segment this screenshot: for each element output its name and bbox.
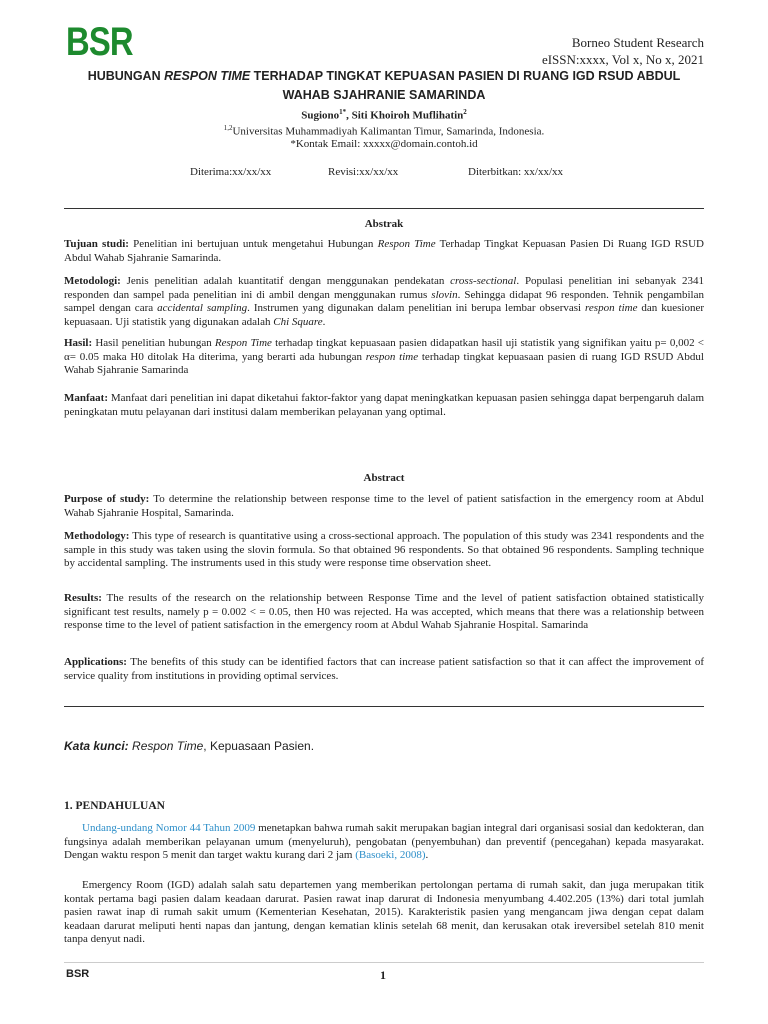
body-paragraph-1: Undang-undang Nomor 44 Tahun 2009 menetapkan bahwa rumah sakit merupakan bagian integral dari organisasi sosial dan kedokteran, dan fungsinya adalah memberikan pelayanan umum (menyeluruh), pengobatan (penyembuhan) dan preventif (pencegahan) kepada masyarakat. Dengan waktu respon 5 menit dan target waktu kurang dari 2 jam (Basoeki, 2008). (64, 822, 705, 861)
abstract-applications: Applications: The benefits of this study can be identified factors that can increase patient satisfaction so that it can affect the improvement of service quality from institutions in providing optimal services. (64, 656, 704, 682)
abstrak-tujuan: Tujuan studi: Penelitian ini bertujuan untuk mengetahui Hubungan Respon Time Terhadap Tingkat Kepuasan Pasien Di Ruang IGD RSUD Abdul Wahab Sjahranie Samarinda. (64, 238, 704, 264)
citation-link[interactable]: Undang-undang Nomor 44 Tahun 2009 (82, 822, 256, 834)
citation-link[interactable]: (Basoeki, 2008) (355, 849, 426, 861)
contact-email: *Kontak Email: xxxxx@domain.contoh.id (290, 138, 478, 150)
footer-journal: BSR (66, 968, 90, 980)
journal-name: Borneo Student Research (571, 35, 704, 50)
abstrak-metodologi: Metodologi: Jenis penelitian adalah kuantitatif dengan menggunakan pendekatan cross-sectional. Populasi penelitian ini sebanyak 2341 responden dan sampel pada penelitian ini di ambil dengan menggunakan rumus slovin. Sehingga didapat 96 responden. Tehnik pengambilan sampel dengan cara accidental sampling. Instrumen yang digunakan dalam penelitian ini berupa lembar observasi respon time dan kuesioner kepuasaan. Uji statistik yang digunakan adalah Chi Square. (64, 275, 705, 328)
date-published: Diterbitkan: xx/xx/xx (468, 166, 564, 178)
abstract-purpose: Purpose of study: To determine the relationship between response time to the level of patient satisfaction in the emergency room at Abdul Wahab Sjahranie Hospital, Samarinda. (64, 493, 704, 519)
keywords: Kata kunci: Respon Time, Kepuasaan Pasien. (64, 739, 315, 753)
body-paragraph-2: Emergency Room (IGD) adalah salah satu departemen yang memberikan pertolongan pertama di rumah sakit, dan juga merupakan titik kontak pertama bagi pasien dalam keadaan darurat. Pasien rawat inap darurat di Indonesia menyumbang 4.402.205 (13%) dari total jumlah pasien rawat inap di rumah sakit umum (Kementerian Kesehatan, 2015). Karakteristik pasien yang mengancam jiwa dengan cepat dalam keadaan darurat meliputi henti napas dan jantung, dengan kematian klinis setelah 68 menit, dan kerusakan otak ireversibel setelah 810 menit tanpa denyut nadi. (64, 879, 704, 945)
abstrak-manfaat: Manfaat: Manfaat dari penelitian ini dapat diketahui faktor-faktor yang dapat meningkatkan kepuasan pasien sehingga dapat berpengaruh dalam peningkatan mutu pelayanan dari institusi dalam memberikan pelayanan yang optimal. (64, 392, 704, 418)
author-list: Sugiono$^{1*}$, Siti Khoiroh Muflihatin$^2$ (301, 108, 467, 122)
abstrak-hasil: Hasil: Hasil penelitian hubungan Respon Time terhadap tingkat kepuasaan pasien didapatkan hasil uji statistik yang signifikan yaitu p= 0,002 < α= 0.05 maka H0 ditolak Ha diterima, yang berarti ada hubungan respon time terhadap tingkat kepuasaan pasien di ruang IGD RSUD Abdul Wahab Sjahranie Samarinda (64, 337, 704, 376)
date-revised: Revisi:xx/xx/xx (328, 166, 399, 178)
divider-top (64, 208, 704, 209)
abstrak-heading: Abstrak (364, 218, 404, 230)
page-number: 1 (380, 968, 386, 982)
abstract-heading: Abstract (363, 472, 405, 484)
section-heading-pendahuluan: 1. PENDAHULUAN (64, 800, 165, 812)
affiliation: $^{1,2}$Universitas Muhammadiyah Kalimantan Timur, Samarinda, Indonesia. (223, 124, 545, 138)
paper-title: HUBUNGAN RESPON TIME TERHADAP TINGKAT KEPUASAN PASIEN DI RUANG IGD RSUD ABDUL WAHAB SJAHRANIE SAMARINDA (87, 69, 681, 102)
journal-logo: BSR (66, 20, 133, 64)
journal-issn: eISSN:xxxx, Vol x, No x, 2021 (541, 52, 704, 67)
divider-bottom (64, 706, 704, 707)
abstract-methodology: Methodology: This type of research is quantitative using a cross-sectional approach. The population of this study was 2341 respondents and the sample in this study was taken using the slovin formula. So that obtained 96 respondents. So that obtained 96 respondents. Sampling technique by accidental sampling. The instruments used in this study were response time observation sheet. (64, 530, 704, 569)
abstract-results: Results: The results of the research on the relationship between Response Time and the level of patient satisfaction obtained statistically significant test results, namely p = 0.002 < = 0.05, then H0 was rejected. Ha was accepted, which means that there was a relationship between response time to the level of patient satisfaction in the emergency room at Abdul Wahab Sjahranie Hospital. Samarinda (64, 592, 704, 631)
date-received: Diterima:xx/xx/xx (190, 166, 272, 178)
journal-info (542, 34, 704, 68)
footer-divider (64, 962, 704, 963)
